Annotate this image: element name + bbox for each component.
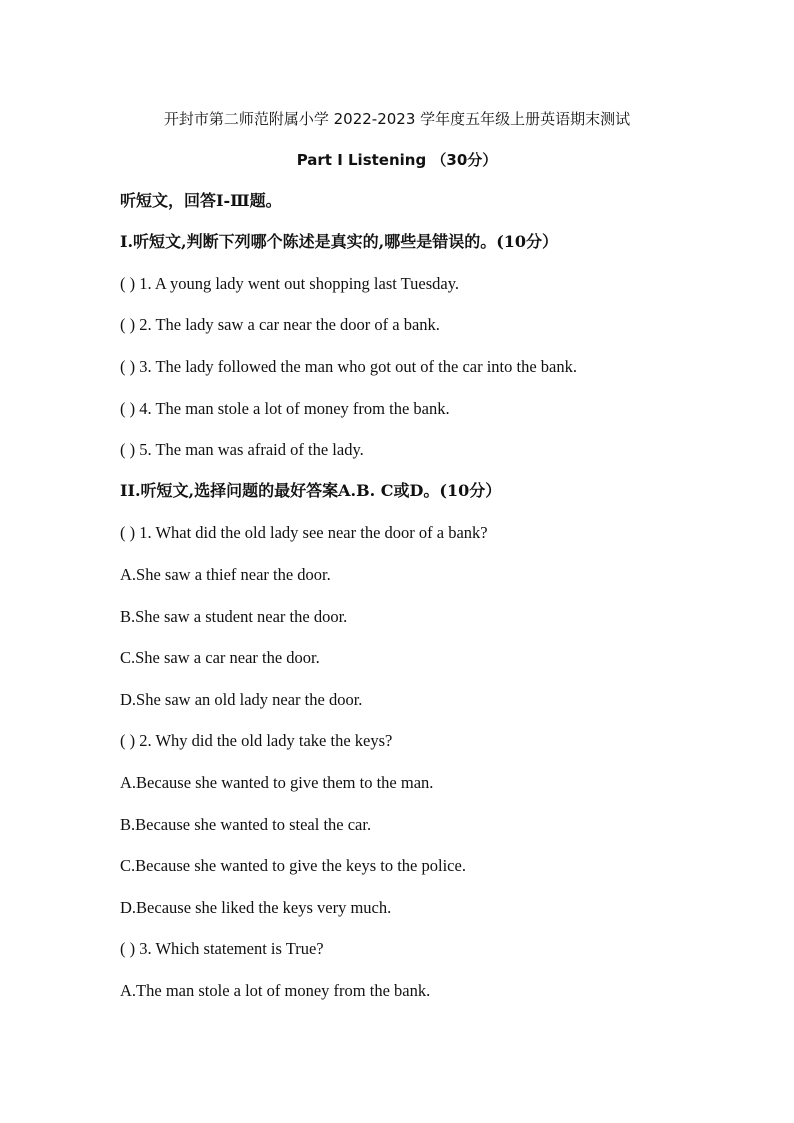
section-2-question-1: ( ) 1. What did the old lady see near the door of a bank? [120, 523, 488, 542]
question-1-option-b: B.She saw a student near the door. [120, 607, 348, 626]
section-1-item-1: ( ) 1. A young lady went out shopping last Tuesday. [120, 274, 460, 293]
section-1-item-5: ( ) 5. The man was afraid of the lady. [120, 440, 364, 459]
section-1-item-2: ( ) 2. The lady saw a car near the door of a bank. [120, 315, 440, 334]
question-1-option-d: D.She saw an old lady near the door. [120, 690, 363, 709]
question-2-option-b: B.Because she wanted to steal the car. [120, 815, 372, 834]
section-1-item-4: ( ) 4. The man stole a lot of money from the bank. [120, 399, 450, 418]
question-2-option-a: A.Because she wanted to give them to the man. [120, 773, 434, 792]
section-2-question-3: ( ) 3. Which statement is True? [120, 939, 324, 958]
section-2-question-2: ( ) 2. Why did the old lady take the keys? [120, 731, 393, 750]
exam-title: 开封市第二师范附属小学 2022-2023 学年度五年级上册英语期末测试 [163, 110, 631, 128]
question-1-option-a: A.She saw a thief near the door. [120, 565, 331, 584]
listening-instruction: 听短文，回答Ⅰ-Ⅲ题。 [120, 191, 282, 210]
section-2-heading: II.听短文,选择问题的最好答案A.B. C或D。(10分） [120, 481, 502, 500]
section-1-item-3: ( ) 3. The lady followed the man who got out of the car into the bank. [120, 357, 577, 376]
question-3-option-a: A.The man stole a lot of money from the bank. [120, 981, 431, 1000]
part-heading: Part Ⅰ Listening （30分） [296, 151, 498, 169]
question-1-option-c: C.She saw a car near the door. [120, 648, 320, 667]
section-1-heading: I.听短文,判断下列哪个陈述是真实的,哪些是错误的。(10分） [120, 232, 559, 251]
question-2-option-c: C.Because she wanted to give the keys to the police. [120, 856, 466, 875]
question-2-option-d: D.Because she liked the keys very much. [120, 898, 392, 917]
